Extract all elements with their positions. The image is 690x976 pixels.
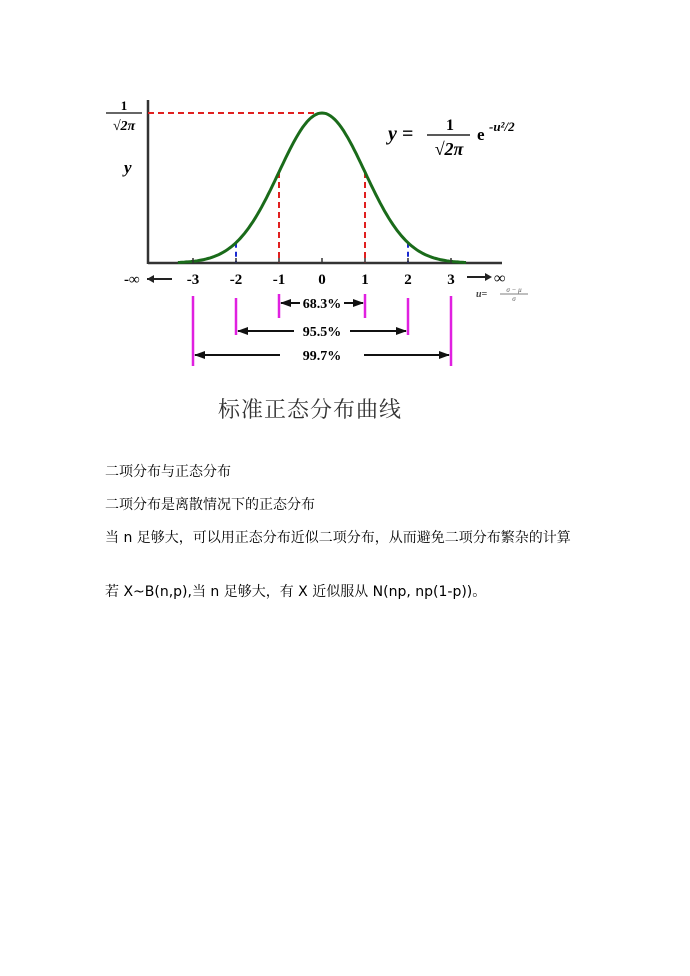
- interval-percent-label: 99.7%: [302, 349, 342, 364]
- arrowhead-left-icon: [237, 327, 248, 335]
- neg-arrowhead-icon: [147, 275, 154, 283]
- paragraph: 二项分布是离散情况下的正态分布: [105, 497, 315, 513]
- interval-percent-label: 95.5%: [302, 325, 342, 340]
- x-tick-label: -3: [186, 272, 200, 288]
- x-tick-label: 1: [361, 272, 369, 288]
- u-num: σ − μ: [506, 286, 522, 294]
- y-top-label-den: √2π: [112, 119, 136, 134]
- normal-distribution-diagram: [0, 0, 690, 440]
- y-top-label-num: 1: [120, 98, 128, 113]
- y-axis-label: y: [124, 158, 132, 177]
- arrowhead-right-icon: [396, 327, 407, 335]
- paragraph: 若 X~B(n,p),当 n 足够大，有 X 近似服从 N(np, np(1-p))。: [105, 584, 487, 600]
- x-tick-label: 2: [404, 272, 412, 288]
- guide-lines: [148, 113, 408, 263]
- interval-annotations: [193, 294, 451, 366]
- x-tick-label: 3: [447, 272, 455, 288]
- paragraph-heading: 二项分布与正态分布: [105, 464, 231, 480]
- formula-exp: -u²/2: [489, 119, 515, 134]
- formula-den: √2π: [434, 139, 464, 159]
- formula-exp-base: e: [477, 125, 485, 144]
- interval-percent-label: 68.3%: [302, 297, 342, 312]
- x-tick-label: -1: [272, 272, 286, 288]
- arrowhead-right-icon: [353, 299, 364, 307]
- formula: [386, 117, 515, 159]
- paragraph: 当 n 足够大，可以用正态分布近似二项分布，从而避免二项分布繁杂的计算: [105, 530, 571, 546]
- neg-infinity-label: -∞: [124, 272, 140, 288]
- bell-curve: [178, 113, 466, 263]
- u-den: σ: [512, 295, 516, 303]
- pos-infinity-label: ∞: [494, 270, 506, 287]
- formula-lhs: y =: [388, 123, 414, 145]
- x-tick-label: 0: [318, 272, 326, 288]
- u-label: u=: [476, 289, 488, 300]
- arrowhead-left-icon: [194, 351, 205, 359]
- x-tick-label: -2: [229, 272, 243, 288]
- figure-title: 标准正态分布曲线: [217, 398, 402, 423]
- arrowhead-right-icon: [439, 351, 450, 359]
- formula-num: 1: [446, 117, 454, 134]
- pos-arrowhead-icon: [485, 273, 492, 281]
- arrowhead-left-icon: [280, 299, 291, 307]
